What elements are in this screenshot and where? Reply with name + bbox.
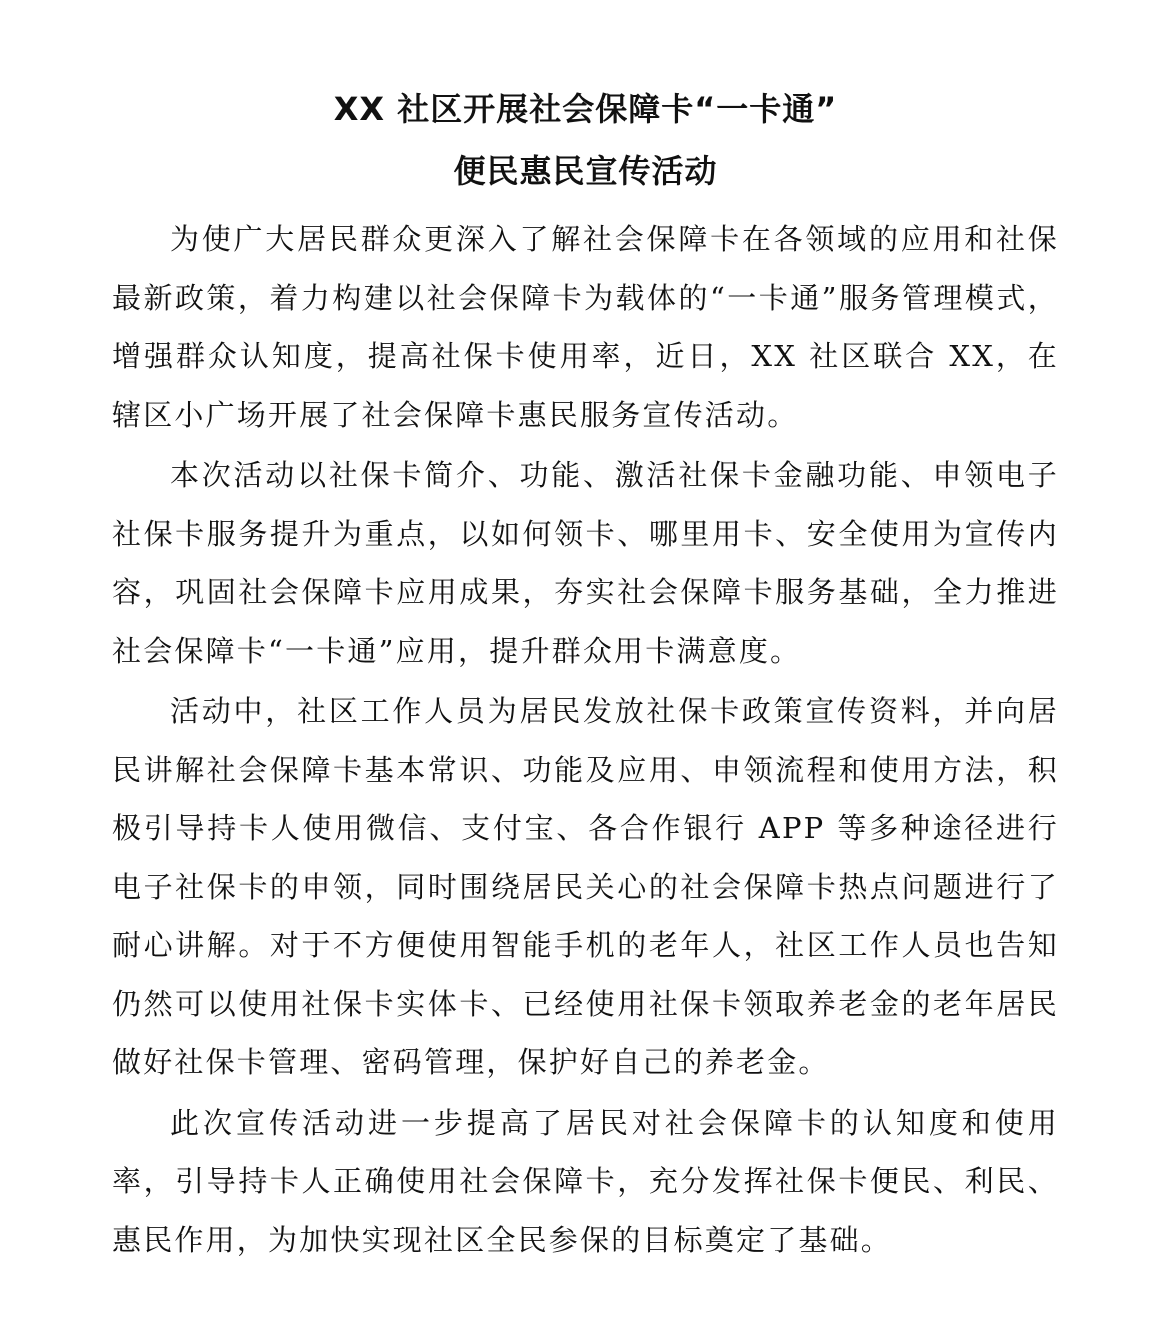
title-line-2: 便民惠民宣传活动 [453,152,718,190]
paragraph-1: 为使广大居民群众更深入了解社会保障卡在各领域的应用和社保最新政策，着力构建以社会保障卡为载体的“一卡通”服务管理模式，增强群众认知度，提高社保卡使用率，近日，XX 社区联合 XX，在辖区小广场开展了社会保障卡惠民服务宣传活动。 [112,222,1059,432]
document-body [112,210,1059,1269]
title-line-1: XX 社区开展社会保障卡“一卡通” [333,90,838,128]
paragraph-4: 此次宣传活动进一步提高了居民对社会保障卡的认知度和使用率，引导持卡人正确使用社会保障卡，充分发挥社保卡便民、利民、惠民作用，为加快实现社区全民参保的目标奠定了基础。 [112,1105,1059,1257]
paragraph-2: 本次活动以社保卡简介、功能、激活社保卡金融功能、申领电子社保卡服务提升为重点，以如何领卡、哪里用卡、安全使用为宣传内容，巩固社会保障卡应用成果，夯实社会保障卡服务基础，全力推进社会保障卡“一卡通”应用，提升群众用卡满意度。 [112,458,1059,668]
paragraph-3: 活动中，社区工作人员为居民发放社保卡政策宣传资料，并向居民讲解社会保障卡基本常识、功能及应用、申领流程和使用方法，积极引导持卡人使用微信、支付宝、各合作银行 APP 等多种途径进行电子社保卡的申领，同时围绕居民关心的社会保障卡热点问题进行了耐心讲解。对于不方便使用智能手机的老年人，社区工作人员也告知仍然可以使用社保卡实体卡、已经使用社保卡领取养老金的老年居民做好社保卡管理、密码管理，保护好自己的养老金。 [112,694,1059,1079]
